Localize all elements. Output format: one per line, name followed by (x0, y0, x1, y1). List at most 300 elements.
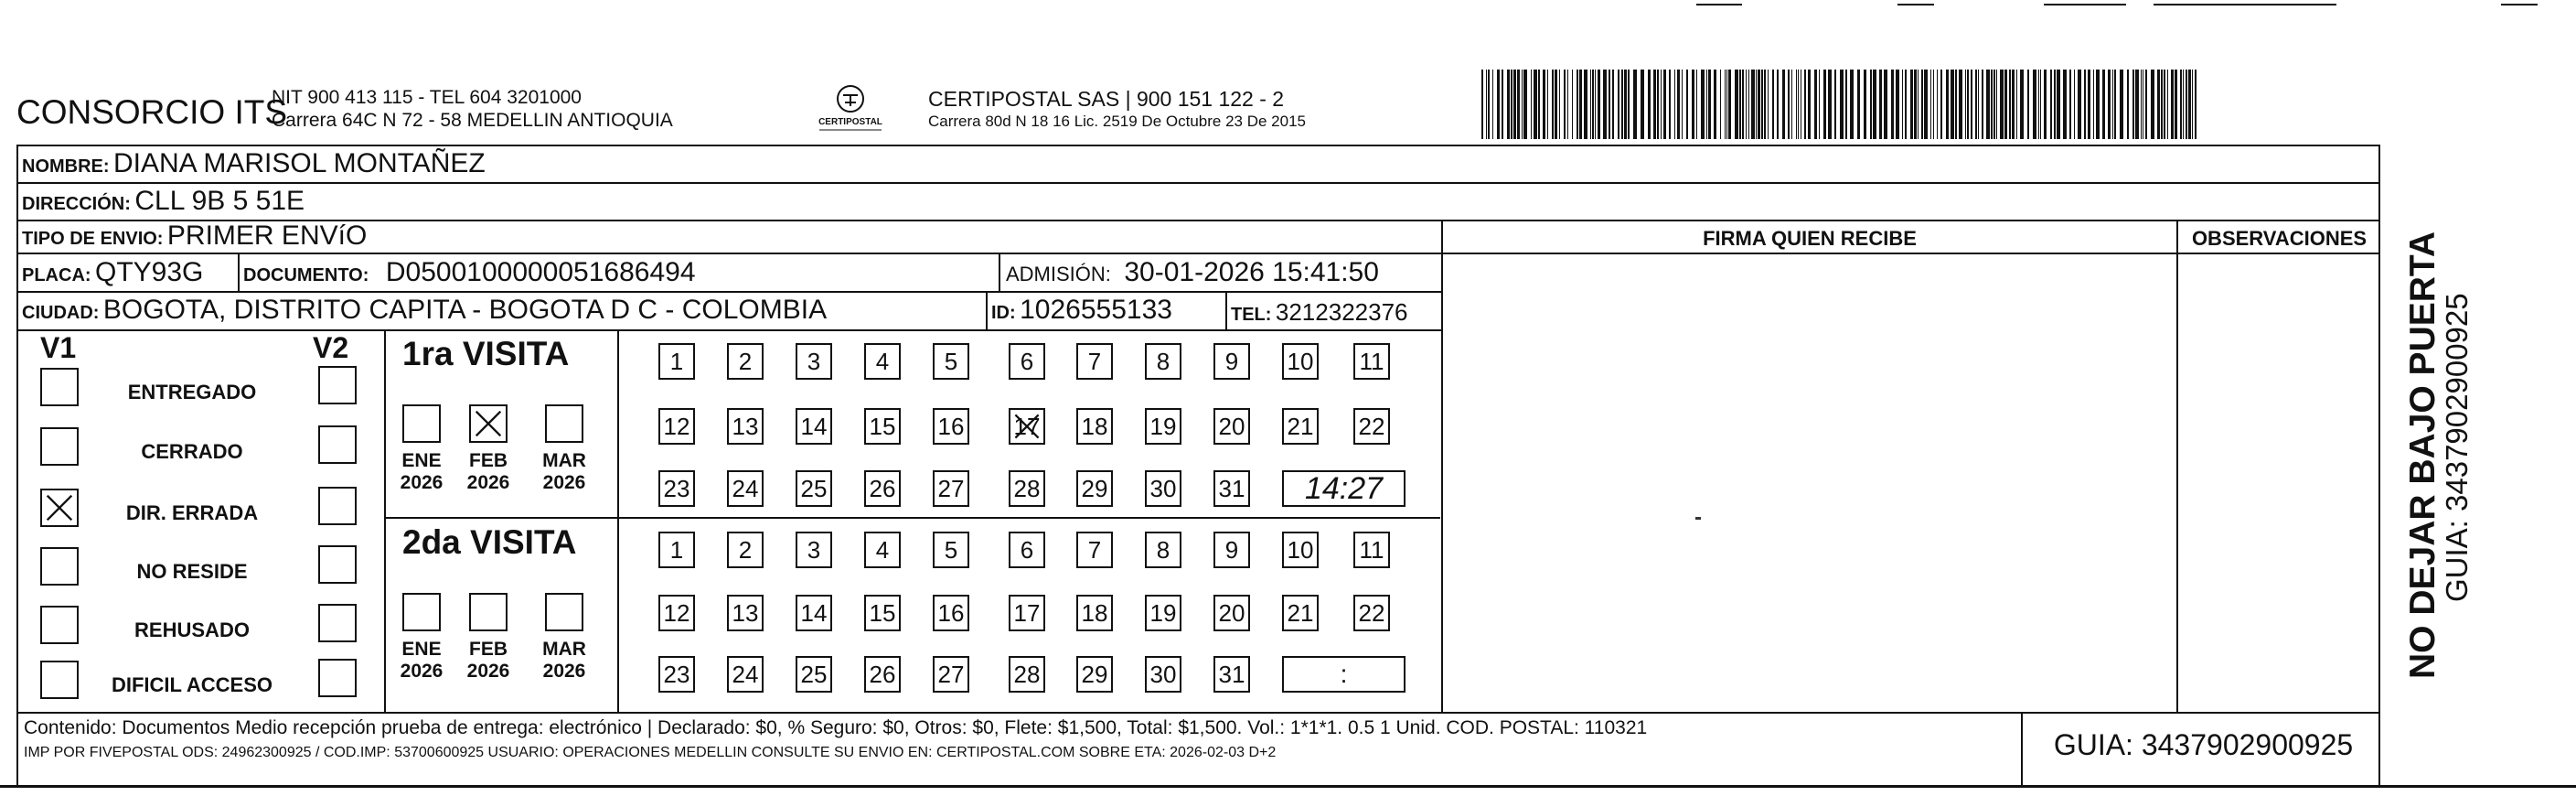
barcode-bar (2027, 70, 2029, 139)
day-box[interactable] (1213, 656, 1250, 693)
second-visit-title: 2da VISITA (402, 523, 577, 561)
barcode-bar (1735, 70, 1738, 139)
barcode-bar (1547, 70, 1548, 139)
barcode-bar (1864, 70, 1866, 139)
day-number: 6 (1020, 535, 1034, 564)
barcode-bar (1579, 70, 1582, 139)
barcode-bar (2186, 70, 2187, 139)
col-line (1225, 291, 1227, 329)
barcode-bar (2112, 70, 2113, 139)
barcode-bar (2044, 70, 2047, 139)
barcode-bar (1746, 70, 1747, 139)
barcode-bar (1751, 70, 1755, 139)
month-checkbox[interactable] (402, 404, 441, 443)
barcode-bar (1850, 70, 1854, 139)
barcode-bar (1798, 70, 1799, 139)
barcode-bar (1873, 70, 1876, 139)
v1-checkbox[interactable] (40, 606, 79, 644)
row-line (16, 220, 2380, 221)
day-box[interactable] (658, 408, 695, 445)
barcode-bar (2180, 70, 2182, 139)
day-box[interactable] (1353, 408, 1390, 445)
nombre-row (22, 148, 486, 179)
day-number: 6 (1020, 347, 1034, 375)
day-box[interactable] (658, 470, 695, 507)
month-label: ENE 2026 (400, 450, 444, 493)
barcode-bar (2164, 70, 2165, 139)
carrier-line2: Carrera 80d N 18 16 Lic. 2519 De Octubre 23 De 2015 (928, 113, 1306, 130)
direccion-row (22, 186, 305, 217)
admision-value: 30-01-2026 15:41:50 (1124, 257, 1379, 287)
day-number: 16 (937, 412, 965, 440)
day-box[interactable] (796, 408, 832, 445)
guia-vertical: GUIA: 3437902900925 (2440, 293, 2474, 602)
row-line (16, 253, 2380, 254)
day-number: 13 (732, 412, 759, 440)
status-label: NO RESIDE (136, 560, 248, 583)
col-line (384, 329, 386, 712)
day-box[interactable] (1213, 595, 1250, 631)
day-number: 21 (1287, 412, 1314, 440)
barcode-bar (2145, 70, 2147, 139)
barcode-bar (1682, 70, 1683, 139)
day-number: 19 (1149, 412, 1177, 440)
company-line2: Carrera 64C N 72 - 58 MEDELLIN ANTIOQUIA (272, 110, 673, 131)
barcode-bar (2151, 70, 2154, 139)
day-number: 31 (1218, 660, 1245, 688)
barcode-bar (1918, 70, 1919, 139)
day-number: 4 (875, 347, 890, 375)
barcode-bar (1910, 70, 1913, 139)
day-number: 20 (1218, 598, 1245, 627)
day-number: 24 (732, 474, 759, 502)
barcode-bar (2171, 70, 2174, 139)
barcode-bar (2175, 70, 2177, 139)
observaciones-header: OBSERVACIONES (2191, 227, 2368, 250)
barcode-bar (2161, 70, 2163, 139)
day-box[interactable] (1145, 470, 1181, 507)
month-label: FEB 2026 (466, 450, 510, 493)
barcode-bar (1884, 70, 1887, 139)
v1-checkbox[interactable] (40, 368, 79, 406)
status-label: ENTREGADO (127, 381, 257, 403)
day-box[interactable] (933, 470, 969, 507)
day-box[interactable] (1009, 532, 1045, 568)
x-mark-icon (1010, 410, 1043, 443)
day-box[interactable] (796, 343, 832, 380)
barcode-bar (1507, 70, 1510, 139)
barcode-bar (1595, 70, 1596, 139)
col-line (999, 253, 1000, 291)
day-number: 19 (1149, 598, 1177, 627)
logo-text: CERTIPOSTAL (818, 117, 882, 127)
day-box[interactable] (1076, 656, 1113, 693)
day-box[interactable] (864, 343, 901, 380)
day-number: 18 (1081, 598, 1108, 627)
barcode-bar (1590, 70, 1591, 139)
day-box[interactable] (727, 595, 764, 631)
v1-checkbox[interactable] (40, 427, 79, 466)
barcode-bar (1924, 70, 1928, 139)
placa-label: PLACA: (22, 265, 91, 285)
barcode-bar (2020, 70, 2024, 139)
day-box[interactable] (727, 470, 764, 507)
day-number: 1 (669, 347, 684, 375)
barcode-bar (1677, 70, 1680, 139)
day-number: 24 (732, 660, 759, 688)
barcode-bar (1674, 70, 1675, 139)
barcode-bar (2069, 70, 2071, 139)
barcode-bar (1522, 70, 1523, 139)
v2-checkbox[interactable] (318, 487, 357, 525)
status-label: REHUSADO (134, 619, 250, 641)
day-box[interactable] (864, 656, 901, 693)
row-line (16, 291, 1441, 293)
day-number: 5 (944, 535, 958, 564)
day-box[interactable] (1353, 595, 1390, 631)
visit-time-field[interactable]: 14:27 (1282, 470, 1406, 507)
day-number: 26 (869, 660, 896, 688)
barcode-bar (1517, 70, 1520, 139)
day-box[interactable] (727, 408, 764, 445)
day-box[interactable] (796, 595, 832, 631)
v2-checkbox[interactable] (318, 366, 357, 404)
barcode-bar (1845, 70, 1847, 139)
barcode-bar (2114, 70, 2116, 139)
barcode-bar (1902, 70, 1903, 139)
scan-mark (2501, 4, 2538, 5)
carrier-line1: CERTIPOSTAL SAS | 900 151 122 - 2 (928, 87, 1285, 111)
barcode-bar (1768, 70, 1769, 139)
barcode-bar (2120, 70, 2123, 139)
barcode-bar (1946, 70, 1949, 139)
day-box[interactable] (1145, 595, 1181, 631)
day-number: 27 (937, 660, 965, 688)
barcode-bar (1993, 70, 1995, 139)
row-line (384, 517, 617, 519)
day-box[interactable] (1213, 343, 1250, 380)
barcode-bar (1706, 70, 1707, 139)
month-checkbox[interactable] (469, 404, 508, 443)
certipostal-logo (814, 84, 887, 137)
barcode-bars (1481, 70, 2204, 139)
day-number: 28 (1013, 660, 1041, 688)
day-box[interactable] (1009, 408, 1045, 445)
barcode-bar (1808, 70, 1811, 139)
barcode-bar (1502, 70, 1503, 139)
barcode-bar (1772, 70, 1774, 139)
day-number: 15 (869, 598, 896, 627)
day-box[interactable] (658, 656, 695, 693)
barcode-bar (2038, 70, 2039, 139)
day-box[interactable] (1145, 532, 1181, 568)
barcode-bar (1598, 70, 1600, 139)
barcode-bar (1796, 70, 1797, 139)
barcode-bar (1538, 70, 1540, 139)
barcode-bar (1486, 70, 1487, 139)
admision-label: ADMISIÓN: (1006, 263, 1111, 285)
day-number: 29 (1081, 660, 1108, 688)
x-mark-icon (42, 490, 77, 525)
first-visit-title: 1ra VISITA (402, 335, 570, 372)
day-number: 10 (1287, 535, 1314, 564)
barcode-bar (2188, 70, 2191, 139)
day-box[interactable] (1145, 408, 1181, 445)
barcode-bar (1584, 70, 1587, 139)
barcode-bar (2000, 70, 2004, 139)
barcode-bar (1857, 70, 1860, 139)
barcode-bar (1978, 70, 1979, 139)
nombre-value: DIANA MARISOL MONTAÑEZ (113, 148, 486, 178)
day-box[interactable] (933, 532, 969, 568)
barcode-bar (1624, 70, 1627, 139)
barcode-bar (1488, 70, 1490, 139)
day-number: 10 (1287, 347, 1314, 375)
barcode-bar (1986, 70, 1990, 139)
day-box[interactable] (727, 343, 764, 380)
barcode-bar (1965, 70, 1966, 139)
tel-label: TEL: (1231, 305, 1272, 325)
barcode-bar (1933, 70, 1934, 139)
month-checkbox[interactable] (545, 404, 583, 443)
barcode-bar (1782, 70, 1785, 139)
day-box[interactable] (1009, 656, 1045, 693)
day-number: 25 (800, 660, 828, 688)
day-box[interactable] (1076, 595, 1113, 631)
month-label: MAR 2026 (542, 639, 586, 682)
status-label: DIR. ERRADA (125, 501, 259, 524)
ciudad-value: BOGOTA, DISTRITO CAPITA - BOGOTA D C - COLOMBIA (102, 295, 828, 325)
day-box[interactable] (864, 408, 901, 445)
barcode-bar (1609, 70, 1610, 139)
barcode-bar (2192, 70, 2193, 139)
barcode-bar (1567, 70, 1568, 139)
day-number: 18 (1081, 412, 1108, 440)
day-box[interactable] (1213, 532, 1250, 568)
id-cell (991, 295, 1172, 326)
barcode-bar (1870, 70, 1872, 139)
day-box[interactable] (1282, 595, 1319, 631)
day-box[interactable] (1009, 595, 1045, 631)
day-box[interactable] (796, 656, 832, 693)
month-checkbox[interactable] (402, 593, 441, 631)
day-box[interactable] (727, 532, 764, 568)
bottom-rule (0, 785, 2576, 788)
day-number: 28 (1013, 474, 1041, 502)
documento-label: DOCUMENTO: (243, 265, 369, 285)
day-box[interactable] (933, 408, 969, 445)
barcode-bar (1823, 70, 1826, 139)
day-number: 17 (1013, 412, 1041, 440)
barcode-bar (1991, 70, 1993, 139)
day-box[interactable] (1145, 343, 1181, 380)
v2-checkbox[interactable] (318, 604, 357, 642)
day-box[interactable] (1009, 343, 1045, 380)
no-dejar-vertical: NO DEJAR BAJO PUERTA (2403, 231, 2442, 679)
barcode-bar (1814, 70, 1817, 139)
col-line (238, 253, 240, 291)
day-number: 4 (875, 535, 890, 564)
day-box[interactable] (1353, 343, 1390, 380)
day-number: 1 (669, 535, 684, 564)
day-box[interactable] (796, 470, 832, 507)
v1-header: V1 (40, 331, 77, 364)
barcode-bar (1621, 70, 1623, 139)
day-box[interactable] (1282, 408, 1319, 445)
barcode-bar (2063, 70, 2067, 139)
col-line (1441, 220, 1443, 712)
barcode-bar (1996, 70, 1997, 139)
day-box[interactable] (1145, 656, 1181, 693)
barcode-bar (2096, 70, 2100, 139)
day-box[interactable] (933, 595, 969, 631)
barcode-bar (1720, 70, 1721, 139)
barcode-bar (1891, 70, 1894, 139)
day-box[interactable] (1213, 470, 1250, 507)
barcode-bar (2054, 70, 2056, 139)
barcode-bar (1696, 70, 1697, 139)
day-number: 2 (738, 535, 753, 564)
barcode-bar (1555, 70, 1557, 139)
barcode-bar (2004, 70, 2007, 139)
barcode-bar (1971, 70, 1972, 139)
barcode-bar (1975, 70, 1977, 139)
barcode-bar (2102, 70, 2105, 139)
direccion-label: DIRECCIÓN: (22, 194, 131, 214)
day-number: 12 (663, 598, 690, 627)
day-number: 11 (1359, 347, 1384, 375)
day-box[interactable] (933, 656, 969, 693)
footer-line2: IMP POR FIVEPOSTAL ODS: 24962300925 / COD.IMP: 53700600925 USUARIO: OPERACIONES MEDELLIN CONSULTE SU ENVIO EN: CERTIPOSTAL.COM SOBRE ETA: 2026-02-03 D+2 (24, 745, 1277, 760)
status-label: CERRADO (141, 440, 243, 463)
day-box[interactable] (1076, 532, 1113, 568)
barcode (1481, 70, 2204, 139)
day-box[interactable] (1353, 532, 1390, 568)
day-box[interactable] (1213, 408, 1250, 445)
day-box[interactable] (933, 343, 969, 380)
barcode-bar (1828, 70, 1832, 139)
barcode-bar (1481, 70, 1483, 139)
v1-checkbox[interactable] (40, 547, 79, 586)
barcode-bar (1531, 70, 1532, 139)
x-mark-icon (471, 406, 506, 441)
day-number: 8 (1156, 347, 1170, 375)
day-box[interactable] (658, 532, 695, 568)
day-box[interactable] (727, 656, 764, 693)
barcode-bar (2088, 70, 2090, 139)
barcode-bar (1663, 70, 1666, 139)
month-label: MAR 2026 (542, 450, 586, 493)
direccion-value: CLL 9B 5 51E (134, 186, 305, 216)
month-checkbox[interactable] (545, 593, 583, 631)
row-line (16, 329, 1441, 331)
nombre-label: NOMBRE: (22, 156, 110, 177)
barcode-bar (1543, 70, 1545, 139)
v1-checkbox[interactable] (40, 661, 79, 699)
day-box[interactable] (864, 532, 901, 568)
barcode-bar (2108, 70, 2111, 139)
tipo-label: TIPO DE ENVIO: (22, 229, 164, 249)
barcode-bar (1819, 70, 1820, 139)
company-line1: NIT 900 413 115 - TEL 604 3201000 (272, 87, 582, 108)
day-box[interactable] (1076, 470, 1113, 507)
month-label: FEB 2026 (466, 639, 510, 682)
day-box[interactable] (1076, 408, 1113, 445)
id-value: 1026555133 (1020, 295, 1172, 325)
barcode-bar (2183, 70, 2184, 139)
day-number: 14 (800, 598, 828, 627)
day-number: 21 (1287, 598, 1314, 627)
v1-checkbox[interactable] (40, 489, 79, 527)
day-box[interactable] (796, 532, 832, 568)
barcode-bar (1492, 70, 1493, 139)
barcode-bar (1840, 70, 1844, 139)
day-number: 12 (663, 412, 690, 440)
barcode-bar (2078, 70, 2081, 139)
barcode-bar (1523, 70, 1527, 139)
day-box[interactable] (864, 470, 901, 507)
day-number: 13 (732, 598, 759, 627)
day-number: 16 (937, 598, 965, 627)
month-label: ENE 2026 (400, 639, 444, 682)
month-checkbox[interactable] (469, 593, 508, 631)
day-box[interactable] (1076, 343, 1113, 380)
barcode-bar (1511, 70, 1512, 139)
day-number: 20 (1218, 412, 1245, 440)
footer-guia: GUIA: 3437902900925 (2053, 728, 2354, 761)
tel-cell (1231, 298, 1408, 327)
v2-checkbox[interactable] (318, 659, 357, 697)
day-number: 3 (807, 347, 821, 375)
barcode-bar (1967, 70, 1969, 139)
barcode-bar (1603, 70, 1607, 139)
barcode-bar (1534, 70, 1537, 139)
day-box[interactable] (658, 595, 695, 631)
barcode-bar (1951, 70, 1954, 139)
v2-checkbox[interactable] (318, 545, 357, 584)
company-name: CONSORCIO ITS (16, 93, 288, 131)
day-number: 5 (944, 347, 958, 375)
day-box[interactable] (658, 343, 695, 380)
day-box[interactable] (1009, 470, 1045, 507)
day-number: 27 (937, 474, 965, 502)
day-number: 30 (1149, 474, 1177, 502)
barcode-bar (1618, 70, 1619, 139)
barcode-bar (1628, 70, 1630, 139)
day-box[interactable] (864, 595, 901, 631)
barcode-bar (2033, 70, 2036, 139)
barcode-bar (1959, 70, 1962, 139)
visit-time-field[interactable]: : (1282, 656, 1406, 693)
barcode-bar (2195, 70, 2197, 139)
barcode-bar (2009, 70, 2011, 139)
barcode-bar (1748, 70, 1749, 139)
barcode-bar (1940, 70, 1942, 139)
day-number: 3 (807, 535, 821, 564)
barcode-bar (1708, 70, 1711, 139)
barcode-bar (1761, 70, 1763, 139)
day-box[interactable] (1282, 532, 1319, 568)
day-box[interactable] (1282, 343, 1319, 380)
day-number: 15 (869, 412, 896, 440)
day-number: 30 (1149, 660, 1177, 688)
scan-mark (2154, 4, 2336, 5)
v2-checkbox[interactable] (318, 425, 357, 464)
day-number: 23 (663, 474, 690, 502)
footer-line1: Contenido: Documentos Medio recepción prueba de entrega: electrónico | Declarado: $0, % Seguro: $0, Otros: $0, Flete: $1,500, Total: $1,500. Vol.: 1*1*1. 0.5 1 Unid. COD. POSTAL: 110321 (24, 717, 1648, 738)
barcode-bar (1669, 70, 1671, 139)
status-label: DIFICIL ACCESO (111, 673, 273, 696)
